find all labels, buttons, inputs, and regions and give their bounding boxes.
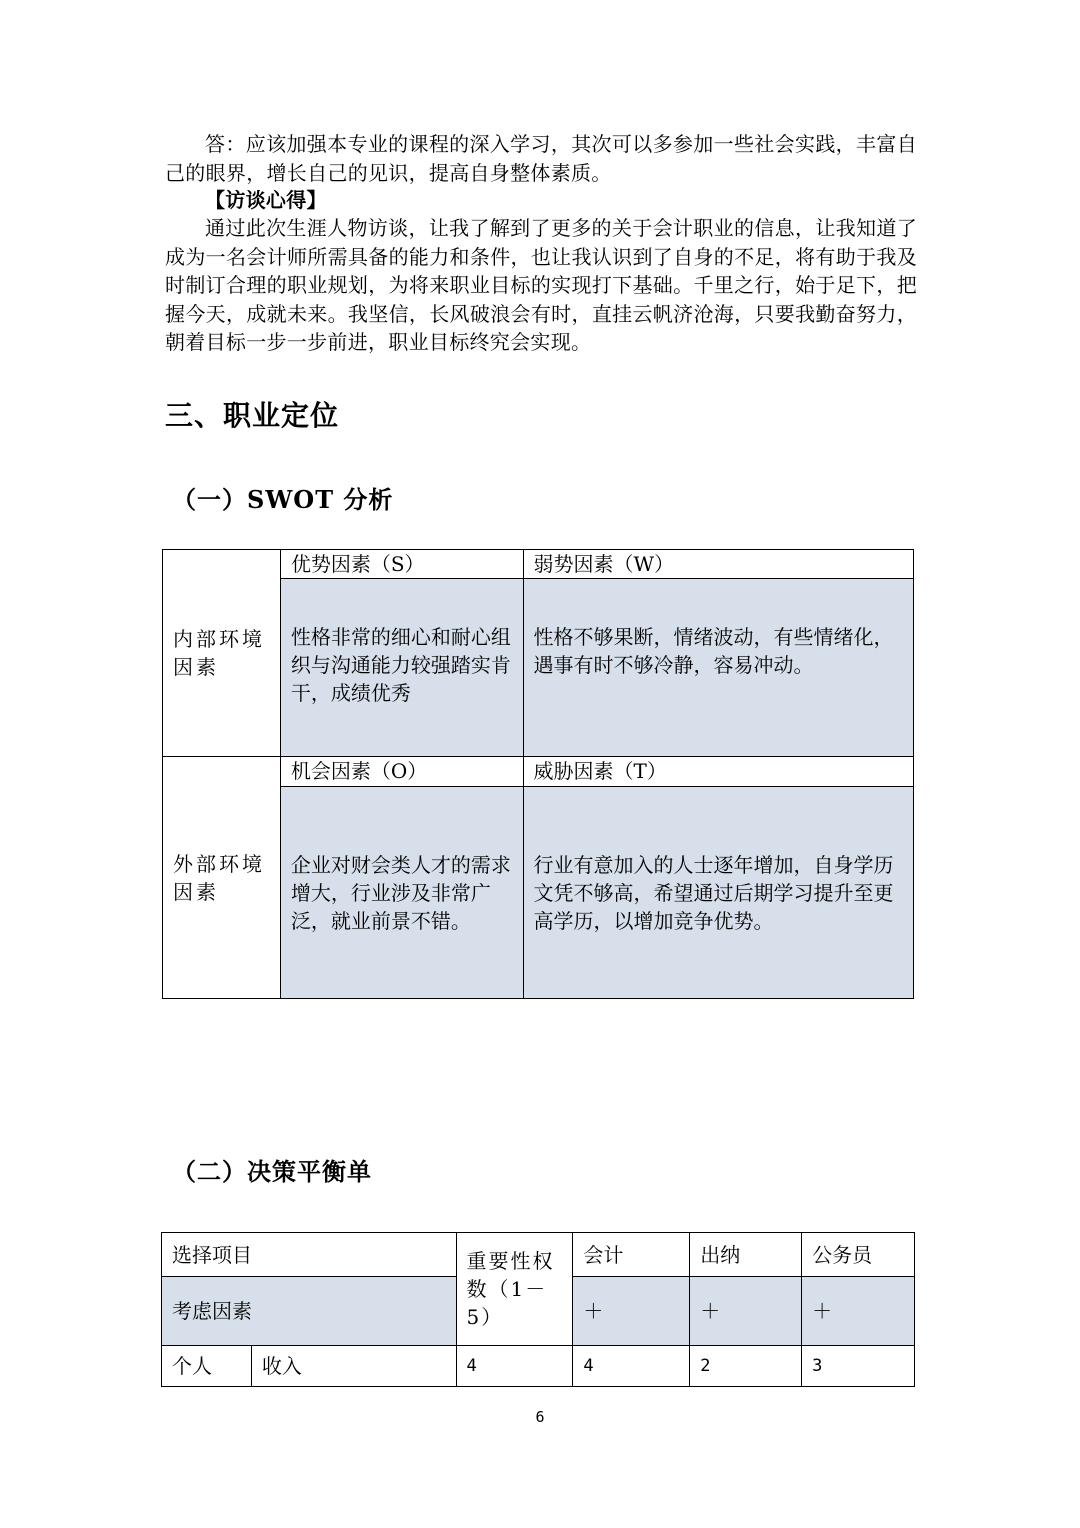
section-title: 三、职业定位 [165, 399, 340, 432]
weight-header: 重要性权数（1－5） [456, 1233, 573, 1346]
accounting-header: 会计 [573, 1233, 690, 1277]
row-accounting: 4 [573, 1346, 690, 1387]
s-content: 性格非常的细心和耐心组织与沟通能力较强踏实肯干，成绩优秀 [280, 579, 523, 757]
external-label: 外部环境因素 [163, 757, 281, 999]
row-item: 收入 [251, 1346, 456, 1387]
t-header: 威胁因素（T） [523, 757, 913, 787]
row-category: 个人 [162, 1346, 252, 1387]
t-content: 行业有意加入的人士逐年增加，自身学历文凭不够高，希望通过后期学习提升至更高学历，以增加竞争优势。 [523, 787, 913, 999]
answer-paragraph: 答：应该加强本专业的课程的深入学习，其次可以多参加一些社会实践，丰富自己的眼界，增长自己的见识，提高自身整体素质。 [165, 132, 917, 185]
table-row [162, 1346, 915, 1387]
w-header: 弱势因素（W） [523, 550, 913, 579]
o-content: 企业对财会类人才的需求增大，行业涉及非常广泛，就业前景不错。 [280, 787, 523, 999]
o-header: 机会因素（O） [280, 757, 523, 787]
interview-heading: 【访谈心得】 [205, 188, 327, 212]
civil-plus: ＋ [802, 1277, 915, 1346]
decision-title: （二）决策平衡单 [172, 1157, 372, 1186]
internal-label: 内部环境因素 [163, 550, 281, 757]
select-header: 选择项目 [162, 1233, 457, 1277]
civil-header: 公务员 [802, 1233, 915, 1277]
w-content: 性格不够果断，情绪波动，有些情绪化，遇事有时不够冷静，容易冲动。 [523, 579, 913, 757]
cashier-header: 出纳 [690, 1233, 802, 1277]
swot-table [162, 549, 914, 999]
page-number: 6 [535, 1408, 545, 1426]
decision-table [161, 1232, 915, 1387]
accounting-plus: ＋ [573, 1277, 690, 1346]
cashier-plus: ＋ [690, 1277, 802, 1346]
row-cashier: 2 [690, 1346, 802, 1387]
factor-header: 考虑因素 [162, 1277, 457, 1346]
row-civil: 3 [802, 1346, 915, 1387]
row-weight: 4 [456, 1346, 573, 1387]
interview-paragraph: 通过此次生涯人物访谈，让我了解到了更多的关于会计职业的信息，让我知道了成为一名会计师所需具备的能力和条件，也让我认识到了自身的不足，将有助于我及时制订合理的职业规划，为将来职业目标的实现打下基础。千里之行，始于足下，把握今天，成就未来。我坚信，长风破浪会有时，直挂云帆济沧海，只要我勤奋努力，朝着目标一步一步前进，职业目标终究会实现。 [165, 216, 917, 354]
swot-title: （一）SWOT 分析 [172, 485, 394, 514]
s-header: 优势因素（S） [280, 550, 523, 579]
